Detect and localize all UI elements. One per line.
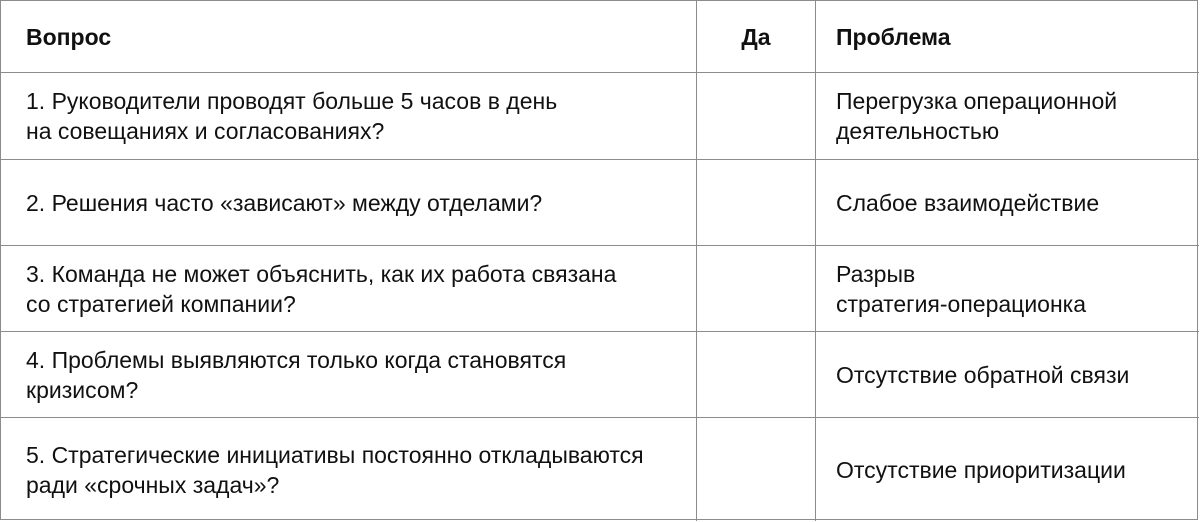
row-5-question: 5. Стратегические инициативы постоянно откладываются ради «срочных задач»? (26, 441, 644, 498)
row-3-question: 3. Команда не может объяснить, как их работа связана со стратегией компании? (26, 260, 617, 317)
row-1-question: 1. Руководители проводят больше 5 часов в день на совещаниях и согласованиях? (26, 88, 558, 144)
row-2-problem: Слабое взаимодействие (836, 189, 1100, 216)
row-2-question: 2. Решения часто «зависают» между отделами? (26, 189, 543, 216)
header-question (1, 1, 697, 73)
row-1-problem: Перегрузка операционной деятельностью (836, 88, 1118, 144)
row-2-problem-cell (816, 160, 1199, 246)
row-3-question-cell (1, 246, 697, 332)
row-5-question-cell (1, 418, 697, 521)
row-3-problem: Разрыв стратегия-операционка (836, 260, 1087, 317)
header-yes (697, 1, 816, 73)
header-problem (816, 1, 1199, 73)
row-1-problem-cell (816, 73, 1199, 160)
row-4-problem: Отсутствие обратной связи (836, 361, 1130, 388)
header-yes-label: Да (741, 23, 771, 50)
row-3-problem-cell (816, 246, 1199, 332)
row-2-question-cell (1, 160, 697, 246)
row-4-question: 4. Проблемы выявляются только когда становятся кризисом? (26, 346, 567, 403)
row-4-problem-cell (816, 332, 1199, 418)
row-3-yes-cell[interactable] (697, 246, 816, 332)
header-question-label: Вопрос (26, 23, 112, 50)
row-5-problem: Отсутствие приоритизации (836, 456, 1126, 483)
row-4-question-cell (1, 332, 697, 418)
row-5-yes-cell[interactable] (697, 418, 816, 521)
row-1-question-cell (1, 73, 697, 160)
header-problem-label: Проблема (836, 23, 951, 50)
row-5-problem-cell (816, 418, 1199, 521)
row-1-yes-cell[interactable] (697, 73, 816, 160)
row-4-yes-cell[interactable] (697, 332, 816, 418)
row-2-yes-cell[interactable] (697, 160, 816, 246)
